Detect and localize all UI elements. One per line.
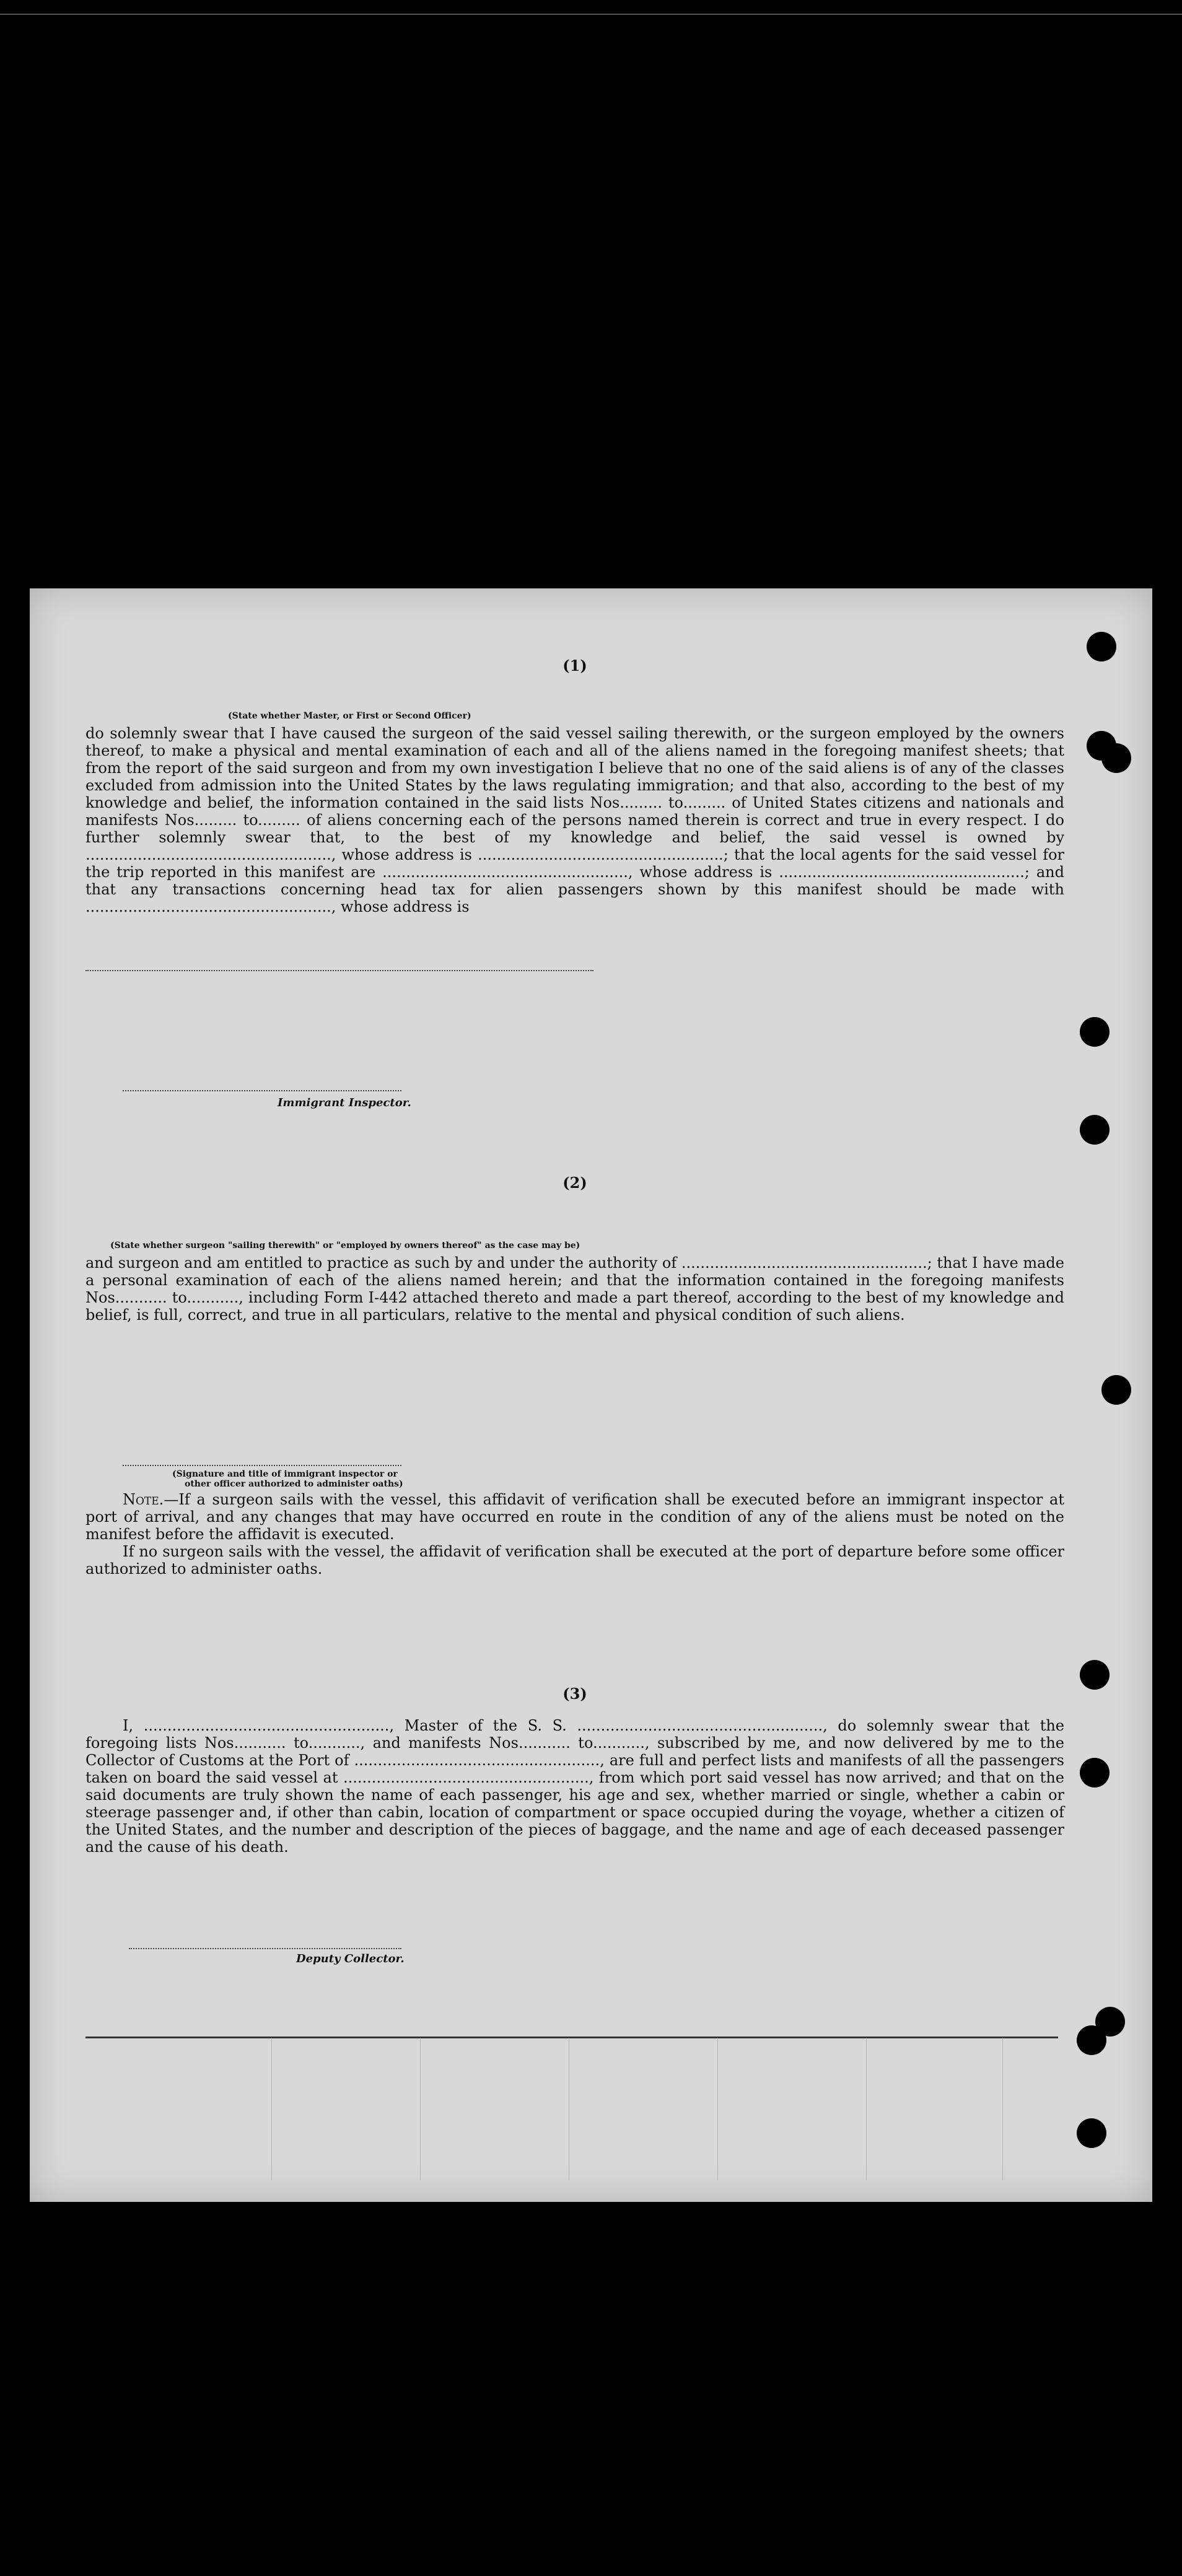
punch-hole	[1080, 1758, 1110, 1788]
note-paragraph	[85, 1491, 1064, 1543]
punch-hole	[1077, 2118, 1106, 2148]
punch-hole	[1077, 2025, 1106, 2055]
section-3	[85, 1685, 1064, 1982]
surgeon-caption: (State whether surgeon "sailing therewith" or "employed by owners thereof" as the case may be)	[110, 1241, 580, 1251]
note-paragraph-2	[85, 1543, 1064, 1578]
inspector-signature-blank	[123, 1465, 401, 1466]
section-1	[85, 657, 1064, 1109]
deputy-caption: Deputy Collector.	[296, 1952, 405, 1965]
oath-paragraph: do solemnly swear that I have caused the surgeon of the said vessel sailing therewith, or the surgeon employed by the owners thereof, to make a physical and mental examination of each and all of the aliens named in the foregoing manifest sheets; that from the report of the said surgeon and from my own investigation I believe that no one of the said aliens is of any of the classes excluded from admission into the United States by the laws regulating immigration; and that also, according to the best of my knowledge and belief, the information contained in the said lists Nos......... to......... of United States citizens and nationals and manifests Nos......... to......... of aliens concerning each of the persons named therein is correct and true in every respect. I do further solemnly swear that, to the best of my knowledge and belief, the said vessel is owned by ...................................................., whose address is ....................................................; that the local agents for the said vessel for the trip reported in this manifest are ...................................................., whose address is ....................................................; and that any transactions concerning head tax for alien passengers shown by this manifest should be made with ...................................................., whose address is	[85, 725, 1064, 915]
faint-grid	[85, 2038, 1058, 2180]
note-text-2: If no surgeon sails with the vessel, the affidavit of verification shall be executed at the port of departure before some officer authorized to administer oaths.	[85, 1543, 1064, 1578]
section-2	[85, 1174, 1064, 1607]
punch-hole	[1101, 1375, 1131, 1405]
note-label: Note.	[123, 1491, 164, 1508]
sig-caption-1: (Signature and title of immigrant inspector or	[172, 1469, 398, 1479]
master-oath-paragraph: I, ...................................................., Master of the S. S. ...................................................., do solemnly swear that the foregoing lists Nos........... to..........., and manifests Nos........... to..........., subscribed by me, and now delivered by me to the Collector of Customs at the Port of ...................................................., are full and perfect lists and manifests of all the passengers taken on board the said vessel at ...................................................., from which port said vessel has now arrived; and that on the said documents are truly shown the name of each passenger, his age and sex, whether married or single, whether a cabin or steerage passenger and, if other than cabin, location of compartment or space occupied during the voyage, whether a citizen of the United States, and the number and description of the pieces of baggage, and the name and age of each deceased passenger and the cause of his death.	[85, 1717, 1064, 1856]
section-number: (3)	[563, 1685, 587, 1703]
scan-edge	[0, 14, 1182, 17]
address-blank	[85, 970, 593, 971]
punch-hole	[1080, 1017, 1110, 1047]
punch-hole	[1080, 1115, 1110, 1145]
inspector-signature-blank	[123, 1090, 401, 1091]
note-text: —If a surgeon sails with the vessel, this affidavit of verification shall be executed before an immigrant inspector at port of arrival, and any changes that may have occurred en route in the condition of any of the aliens must be noted on the manifest before the affidavit is executed.	[85, 1491, 1064, 1543]
section-number: (1)	[563, 657, 587, 675]
deputy-signature-blank	[129, 1948, 401, 1949]
manifest-page	[30, 588, 1152, 2202]
section-number: (2)	[563, 1174, 587, 1192]
surgeon-paragraph: and surgeon and am entitled to practice as such by and under the authority of ....................................................; that I have made a personal examination of each of the aliens named herein; and that the information contained in the foregoing manifests Nos........... to..........., including Form I-442 attached thereto and made a part thereof, according to the best of my knowledge and belief, is full, correct, and true in all particulars, relative to the mental and physical condition of such aliens.	[85, 1254, 1064, 1324]
rank-caption: (State whether Master, or First or Second Officer)	[228, 711, 471, 721]
punch-hole	[1087, 632, 1116, 661]
punch-hole	[1101, 743, 1131, 773]
sig-caption-2: other officer authorized to administer oaths)	[185, 1479, 403, 1489]
punch-hole	[1080, 1660, 1110, 1690]
inspector-caption: Immigrant Inspector.	[278, 1096, 411, 1109]
